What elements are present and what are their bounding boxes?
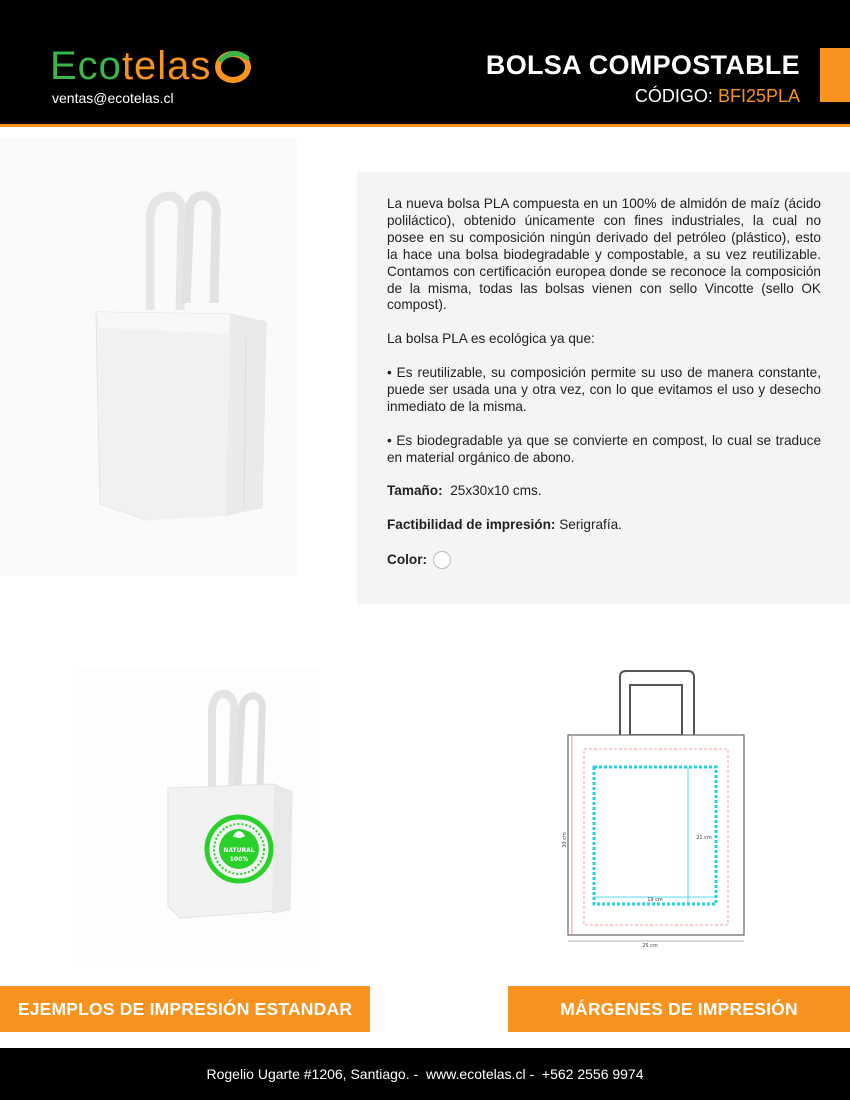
spec-print-label: Factibilidad de impresión: (387, 517, 556, 533)
stamp-text-natural: NATURAL (223, 847, 255, 854)
product-code-label: CÓDIGO: (634, 86, 713, 106)
product-title: BOLSA COMPOSTABLE (485, 50, 800, 80)
product-code-value: BFI25PLA (717, 86, 800, 106)
print-width-label: 19 cm (647, 897, 663, 903)
page-footer (0, 1048, 850, 1100)
print-height-label: 21 cm (696, 835, 712, 841)
bag-width-label: 25 cm (642, 943, 658, 949)
white-bag-illustration (0, 138, 297, 576)
header-divider (0, 124, 850, 127)
product-code (635, 86, 800, 107)
logo-telas-text: telas (121, 44, 212, 88)
logo-eco-text: Eco (50, 44, 122, 88)
footer-separator: - (525, 1066, 542, 1082)
description-paragraph: La nueva bolsa PLA compuesta en un 100% de almidón de maíz (ácido poliláctico), obtenido únicamente con fines industriales, la cual no posee en su composición ningún derivado del petróleo (plástico), esto la hace una bolsa biodegradable y compostable, a su vez reutilizable. Contamos con certificación europea donde se reconoce la composición de la misma, todas las bolsas vienen con sello Vincotte (sello OK compost). (387, 196, 821, 313)
benefit-biodegradable: • Es biodegradable ya que se convierte en compost, lo cual se traduce en material orgánico de abono. (387, 432, 821, 465)
print-margins-diagram (540, 665, 795, 955)
spec-size-value: 25x30x10 cms. (450, 483, 542, 499)
contact-email[interactable]: ventas@ecotelas.cl (52, 90, 174, 106)
margins-diagram-svg (540, 665, 795, 955)
print-example-image (0, 610, 320, 980)
footer-phone[interactable]: +562 2556 9974 (541, 1066, 644, 1082)
print-examples-label: EJEMPLOS DE IMPRESIÓN ESTANDAR (0, 986, 370, 1032)
spec-size-label: Tamaño: (387, 483, 443, 499)
print-margins-label: MÁRGENES DE IMPRESIÓN (508, 986, 850, 1032)
footer-address: Rogelio Ugarte #1206, Santiago. (206, 1066, 410, 1082)
header-accent-block (820, 48, 850, 102)
ecotelas-logo[interactable] (50, 44, 253, 88)
description-text (387, 196, 821, 586)
spec-size (387, 483, 821, 500)
spec-color (387, 551, 821, 569)
stamp-text-percent: 100% (229, 856, 249, 863)
bag-height-label: 30 cm (562, 832, 568, 848)
printed-bag-illustration (0, 610, 320, 980)
color-swatch-white (433, 551, 451, 569)
logo-ring-icon (213, 46, 253, 86)
benefit-reusable: • Es reutilizable, su composición permite su uso de manera constante, puede ser usada una y otra vez, con lo que evitamos el uso y desecho inmediato de la misma. (387, 365, 821, 414)
product-image (0, 138, 297, 576)
footer-website[interactable]: www.ecotelas.cl (425, 1066, 526, 1082)
spec-print-value: Serigrafía. (559, 517, 622, 533)
description-panel (357, 172, 850, 604)
spec-color-label: Color: (387, 551, 428, 567)
description-intro: La bolsa PLA es ecológica ya que: (387, 331, 595, 347)
footer-separator: - (409, 1066, 426, 1082)
spec-print (387, 517, 821, 534)
